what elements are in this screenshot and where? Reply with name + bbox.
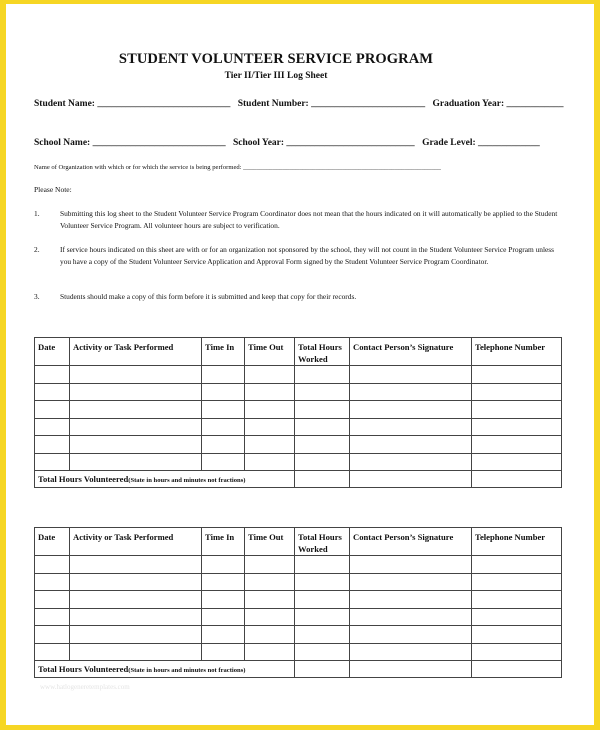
school-info-row bbox=[34, 138, 545, 148]
watermark-text: www.hatlogeneretemplates.com bbox=[40, 683, 130, 691]
table-cell[interactable] bbox=[70, 366, 202, 384]
table-cell[interactable] bbox=[35, 366, 70, 384]
table-cell[interactable] bbox=[35, 453, 70, 471]
table-cell[interactable] bbox=[472, 643, 562, 661]
table-header-row bbox=[35, 528, 562, 556]
table-row[interactable] bbox=[35, 591, 562, 609]
note-number: 1. bbox=[34, 209, 40, 218]
table-cell[interactable] bbox=[245, 453, 295, 471]
table-cell[interactable] bbox=[295, 436, 350, 454]
total-hours-note: (State in hours and minutes not fractions) bbox=[128, 667, 246, 674]
table-cell bbox=[472, 661, 562, 678]
table-cell[interactable] bbox=[202, 591, 245, 609]
student-number-field[interactable]: Student Number: ________________________ bbox=[237, 99, 426, 109]
table-cell[interactable] bbox=[350, 453, 472, 471]
table-cell[interactable] bbox=[202, 453, 245, 471]
table-cell[interactable] bbox=[35, 626, 70, 644]
header-contact-signature: Contact Person’s Signature bbox=[350, 528, 472, 556]
header-activity: Activity or Task Performed bbox=[70, 528, 202, 556]
table-cell[interactable] bbox=[35, 556, 70, 574]
table-row[interactable] bbox=[35, 643, 562, 661]
table-cell[interactable] bbox=[350, 383, 472, 401]
table-cell bbox=[350, 661, 472, 678]
table-cell[interactable] bbox=[472, 366, 562, 384]
table-cell[interactable] bbox=[202, 436, 245, 454]
table-cell[interactable] bbox=[70, 401, 202, 419]
table-cell[interactable] bbox=[350, 556, 472, 574]
table-cell[interactable] bbox=[472, 453, 562, 471]
table-row[interactable] bbox=[35, 436, 562, 454]
table-cell[interactable] bbox=[472, 591, 562, 609]
table-cell[interactable] bbox=[350, 591, 472, 609]
log-table bbox=[34, 527, 562, 678]
table-cell[interactable] bbox=[472, 436, 562, 454]
notes-heading: Please Note: bbox=[34, 185, 72, 194]
table-cell[interactable] bbox=[295, 608, 350, 626]
table-cell[interactable] bbox=[295, 401, 350, 419]
total-hours-title: Total Hours Volunteered bbox=[38, 664, 129, 674]
total-hours-row bbox=[35, 661, 562, 678]
table-cell[interactable] bbox=[245, 436, 295, 454]
table-cell[interactable] bbox=[35, 591, 70, 609]
table-cell[interactable] bbox=[202, 573, 245, 591]
table-cell[interactable] bbox=[202, 556, 245, 574]
log-table bbox=[34, 337, 562, 488]
table-cell[interactable] bbox=[472, 608, 562, 626]
table-cell[interactable] bbox=[295, 453, 350, 471]
table-cell[interactable] bbox=[350, 401, 472, 419]
total-hours-value[interactable] bbox=[295, 661, 350, 678]
table-cell[interactable] bbox=[202, 383, 245, 401]
table-cell[interactable] bbox=[350, 626, 472, 644]
total-hours-value[interactable] bbox=[295, 471, 350, 488]
header-time-out: Time Out bbox=[245, 338, 295, 366]
table-cell[interactable] bbox=[472, 418, 562, 436]
table-cell[interactable] bbox=[350, 366, 472, 384]
table-cell[interactable] bbox=[245, 556, 295, 574]
table-cell[interactable] bbox=[70, 626, 202, 644]
table-row[interactable] bbox=[35, 573, 562, 591]
header-time-out: Time Out bbox=[245, 528, 295, 556]
table-cell[interactable] bbox=[295, 556, 350, 574]
table-cell[interactable] bbox=[350, 643, 472, 661]
table-cell[interactable] bbox=[70, 556, 202, 574]
school-year-field[interactable]: School Year: ___________________________ bbox=[232, 138, 415, 148]
total-hours-label bbox=[35, 471, 295, 488]
table-cell[interactable] bbox=[245, 591, 295, 609]
table-cell[interactable] bbox=[202, 608, 245, 626]
header-total-hours: Total Hours Worked bbox=[295, 528, 350, 556]
table-row[interactable] bbox=[35, 453, 562, 471]
table-cell[interactable] bbox=[35, 608, 70, 626]
table-cell[interactable] bbox=[245, 573, 295, 591]
table-cell bbox=[350, 471, 472, 488]
table-cell[interactable] bbox=[245, 366, 295, 384]
table-cell[interactable] bbox=[70, 418, 202, 436]
table-row[interactable] bbox=[35, 626, 562, 644]
table-cell[interactable] bbox=[472, 556, 562, 574]
table-cell[interactable] bbox=[245, 383, 295, 401]
table-cell[interactable] bbox=[472, 573, 562, 591]
table-cell[interactable] bbox=[35, 383, 70, 401]
header-activity: Activity or Task Performed bbox=[70, 338, 202, 366]
table-cell[interactable] bbox=[245, 401, 295, 419]
table-cell[interactable] bbox=[295, 626, 350, 644]
table-cell[interactable] bbox=[202, 366, 245, 384]
table-cell[interactable] bbox=[350, 573, 472, 591]
table-row[interactable] bbox=[35, 608, 562, 626]
table-cell[interactable] bbox=[70, 608, 202, 626]
table-row[interactable] bbox=[35, 366, 562, 384]
table-cell[interactable] bbox=[70, 591, 202, 609]
table-cell[interactable] bbox=[245, 626, 295, 644]
school-name-field[interactable]: School Name: ____________________________ bbox=[34, 138, 226, 148]
table-row[interactable] bbox=[35, 556, 562, 574]
total-hours-note: (State in hours and minutes not fractions) bbox=[128, 477, 246, 484]
table-cell[interactable] bbox=[472, 626, 562, 644]
table-cell[interactable] bbox=[472, 401, 562, 419]
header-date: Date bbox=[35, 528, 70, 556]
note-number: 2. bbox=[34, 245, 40, 254]
table-cell[interactable] bbox=[70, 643, 202, 661]
header-telephone: Telephone Number bbox=[472, 528, 562, 556]
note-text: Submitting this log sheet to the Student Volunteer Service Program Coordinator does not mean that the hours indicated on it will automatically be applied to the Student Volunteer Service Program. All volunteer hours are subject to verification. bbox=[60, 209, 558, 230]
table-cell[interactable] bbox=[245, 608, 295, 626]
note-text: If service hours indicated on this sheet are with or for an organization not sponsored by the school, they will not count in the Student Volunteer Service Program unless you have a copy of the Student Volunteer Service Application and Approval Form signed by the Student Volunteer Service Program Coordinator. bbox=[60, 245, 555, 266]
table-cell[interactable] bbox=[35, 401, 70, 419]
header-date: Date bbox=[35, 338, 70, 366]
table-cell[interactable] bbox=[295, 643, 350, 661]
grade-level-field[interactable]: Grade Level: _____________ bbox=[422, 138, 540, 148]
table-cell[interactable] bbox=[245, 643, 295, 661]
page-title: STUDENT VOLUNTEER SERVICE PROGRAM bbox=[118, 51, 434, 67]
header-time-in: Time In bbox=[202, 338, 245, 366]
table-cell[interactable] bbox=[35, 573, 70, 591]
table-cell[interactable] bbox=[35, 643, 70, 661]
table-cell[interactable] bbox=[472, 383, 562, 401]
table-cell[interactable] bbox=[35, 436, 70, 454]
table-cell[interactable] bbox=[295, 366, 350, 384]
table-cell[interactable] bbox=[350, 436, 472, 454]
table-row[interactable] bbox=[35, 401, 562, 419]
table-cell[interactable] bbox=[35, 418, 70, 436]
header-total-hours: Total Hours Worked bbox=[295, 338, 350, 366]
table-cell[interactable] bbox=[295, 591, 350, 609]
table-cell[interactable] bbox=[350, 418, 472, 436]
table-cell[interactable] bbox=[295, 418, 350, 436]
header-contact-signature: Contact Person’s Signature bbox=[350, 338, 472, 366]
header-telephone: Telephone Number bbox=[472, 338, 562, 366]
student-info-row bbox=[34, 99, 569, 109]
table-cell[interactable] bbox=[202, 418, 245, 436]
note-text: Students should make a copy of this form before it is submitted and keep that copy for their records. bbox=[60, 292, 357, 301]
table-cell[interactable] bbox=[350, 608, 472, 626]
table-header-row bbox=[35, 338, 562, 366]
table-cell[interactable] bbox=[245, 418, 295, 436]
page-subtitle: Tier II/Tier III Log Sheet bbox=[224, 71, 328, 81]
student-name-field[interactable]: Student Name: ____________________________ bbox=[34, 99, 231, 109]
table-cell[interactable] bbox=[70, 383, 202, 401]
header-time-in: Time In bbox=[202, 528, 245, 556]
table-row[interactable] bbox=[35, 383, 562, 401]
total-hours-title: Total Hours Volunteered bbox=[38, 474, 129, 484]
table-cell bbox=[472, 471, 562, 488]
graduation-year-field[interactable]: Graduation Year: ____________ bbox=[432, 99, 564, 109]
total-hours-row bbox=[35, 471, 562, 488]
note-number: 3. bbox=[34, 292, 40, 301]
table-cell[interactable] bbox=[295, 573, 350, 591]
table-cell[interactable] bbox=[202, 643, 245, 661]
total-hours-label bbox=[35, 661, 295, 678]
table-cell[interactable] bbox=[295, 383, 350, 401]
table-cell[interactable] bbox=[202, 401, 245, 419]
table-cell[interactable] bbox=[70, 436, 202, 454]
table-cell[interactable] bbox=[70, 453, 202, 471]
table-cell[interactable] bbox=[202, 626, 245, 644]
table-cell[interactable] bbox=[70, 573, 202, 591]
organization-field[interactable]: Name of Organization with which or for which the service is being performed: ____________________________________________________________ bbox=[34, 164, 441, 171]
table-row[interactable] bbox=[35, 418, 562, 436]
